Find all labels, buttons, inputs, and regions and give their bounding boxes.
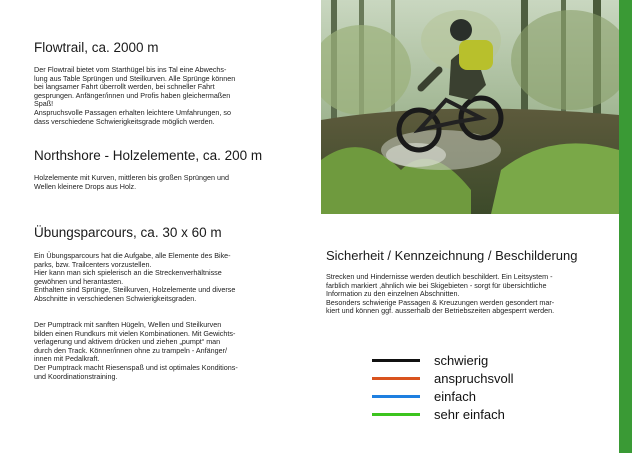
legend-item-einfach (372, 387, 514, 405)
legend-swatch (372, 377, 420, 380)
sicherheit-text: Strecken und Hindernisse werden deutlich beschildert. Ein Leitsystem - farblich markiert ,ähnlich wie bei Skigebieten - sorgt für übersichtliche Information zu den einzelnen Abschnitten. Besonders schwierige Passagen & Kreuzungen werden gesondert mar- kiert und können ggf. ausserhalb der Betriebszeiten abgesperrt werden. (326, 272, 555, 316)
northshore-text: Holzelemente mit Kurven, mittleren bis großen Sprüngen und Wellen kleinere Drops aus Holz. (34, 173, 229, 191)
legend-label: einfach (434, 388, 476, 404)
sicherheit-title: Sicherheit / Kennzeichnung / Beschilderung (326, 248, 578, 263)
legend-item-sehr-einfach (372, 405, 514, 423)
legend-swatch (372, 395, 420, 398)
legend-label: sehr einfach (434, 406, 505, 422)
legend-swatch (372, 413, 420, 416)
flowtrail-title: Flowtrail, ca. 2000 m (34, 40, 159, 55)
legend-item-anspruchsvoll (372, 369, 514, 387)
uebungsparcours-text: Ein Übungsparcours hat die Aufgabe, alle Elemente des Bike- parks, bzw. Trailcenters vorzustellen. Hier kann man sich spielerisch an die Streckenverhältnisse gewöhnen und herantasten. Enthalten sind Sprünge, Steilkurven, Holzelemente und diverse Abschnitte in verschiedenen Schwierigkeitsgraden. (34, 251, 236, 303)
pumptrack-text: Der Pumptrack mit sanften Hügeln, Wellen und Steilkurven bilden einen Rundkurs mit vielen Kombinationen. Mit Gewichts- verlagerung und aktivem drücken und ziehen „pumpt“ man durch den Track. Könner/innen ohne zu trampeln - Anfänger/ innen mit Pedalkraft. Der Pumptrack macht Riesenspaß und ist optimales Konditions- und Koordinationstraining. (34, 320, 238, 381)
legend-swatch (372, 359, 420, 362)
difficulty-legend (372, 351, 514, 423)
mountainbike-photo (321, 0, 619, 214)
green-side-bar (619, 0, 632, 453)
legend-label: anspruchsvoll (434, 370, 514, 386)
flowtrail-text: Der Flowtrail bietet vom Starthügel bis ins Tal eine Abwechs- lung aus Table Sprüngen und Steilkurven. Alle Sprünge können bei langsamer Fahrt überrollt werden, bei schneller Fahrt gesprungen. Anfänger/innen und Profis haben gleichermaßen Spaß! Anspruchsvolle Passagen erhalten leichtere Umfahrungen, so dass verschiedene Schwierigkeitsgrade möglich werden. (34, 65, 236, 126)
legend-label: schwierig (434, 352, 489, 368)
uebungsparcours-title: Übungsparcours, ca. 30 x 60 m (34, 225, 222, 240)
legend-item-schwierig (372, 351, 514, 369)
northshore-title: Northshore - Holzelemente, ca. 200 m (34, 148, 263, 163)
